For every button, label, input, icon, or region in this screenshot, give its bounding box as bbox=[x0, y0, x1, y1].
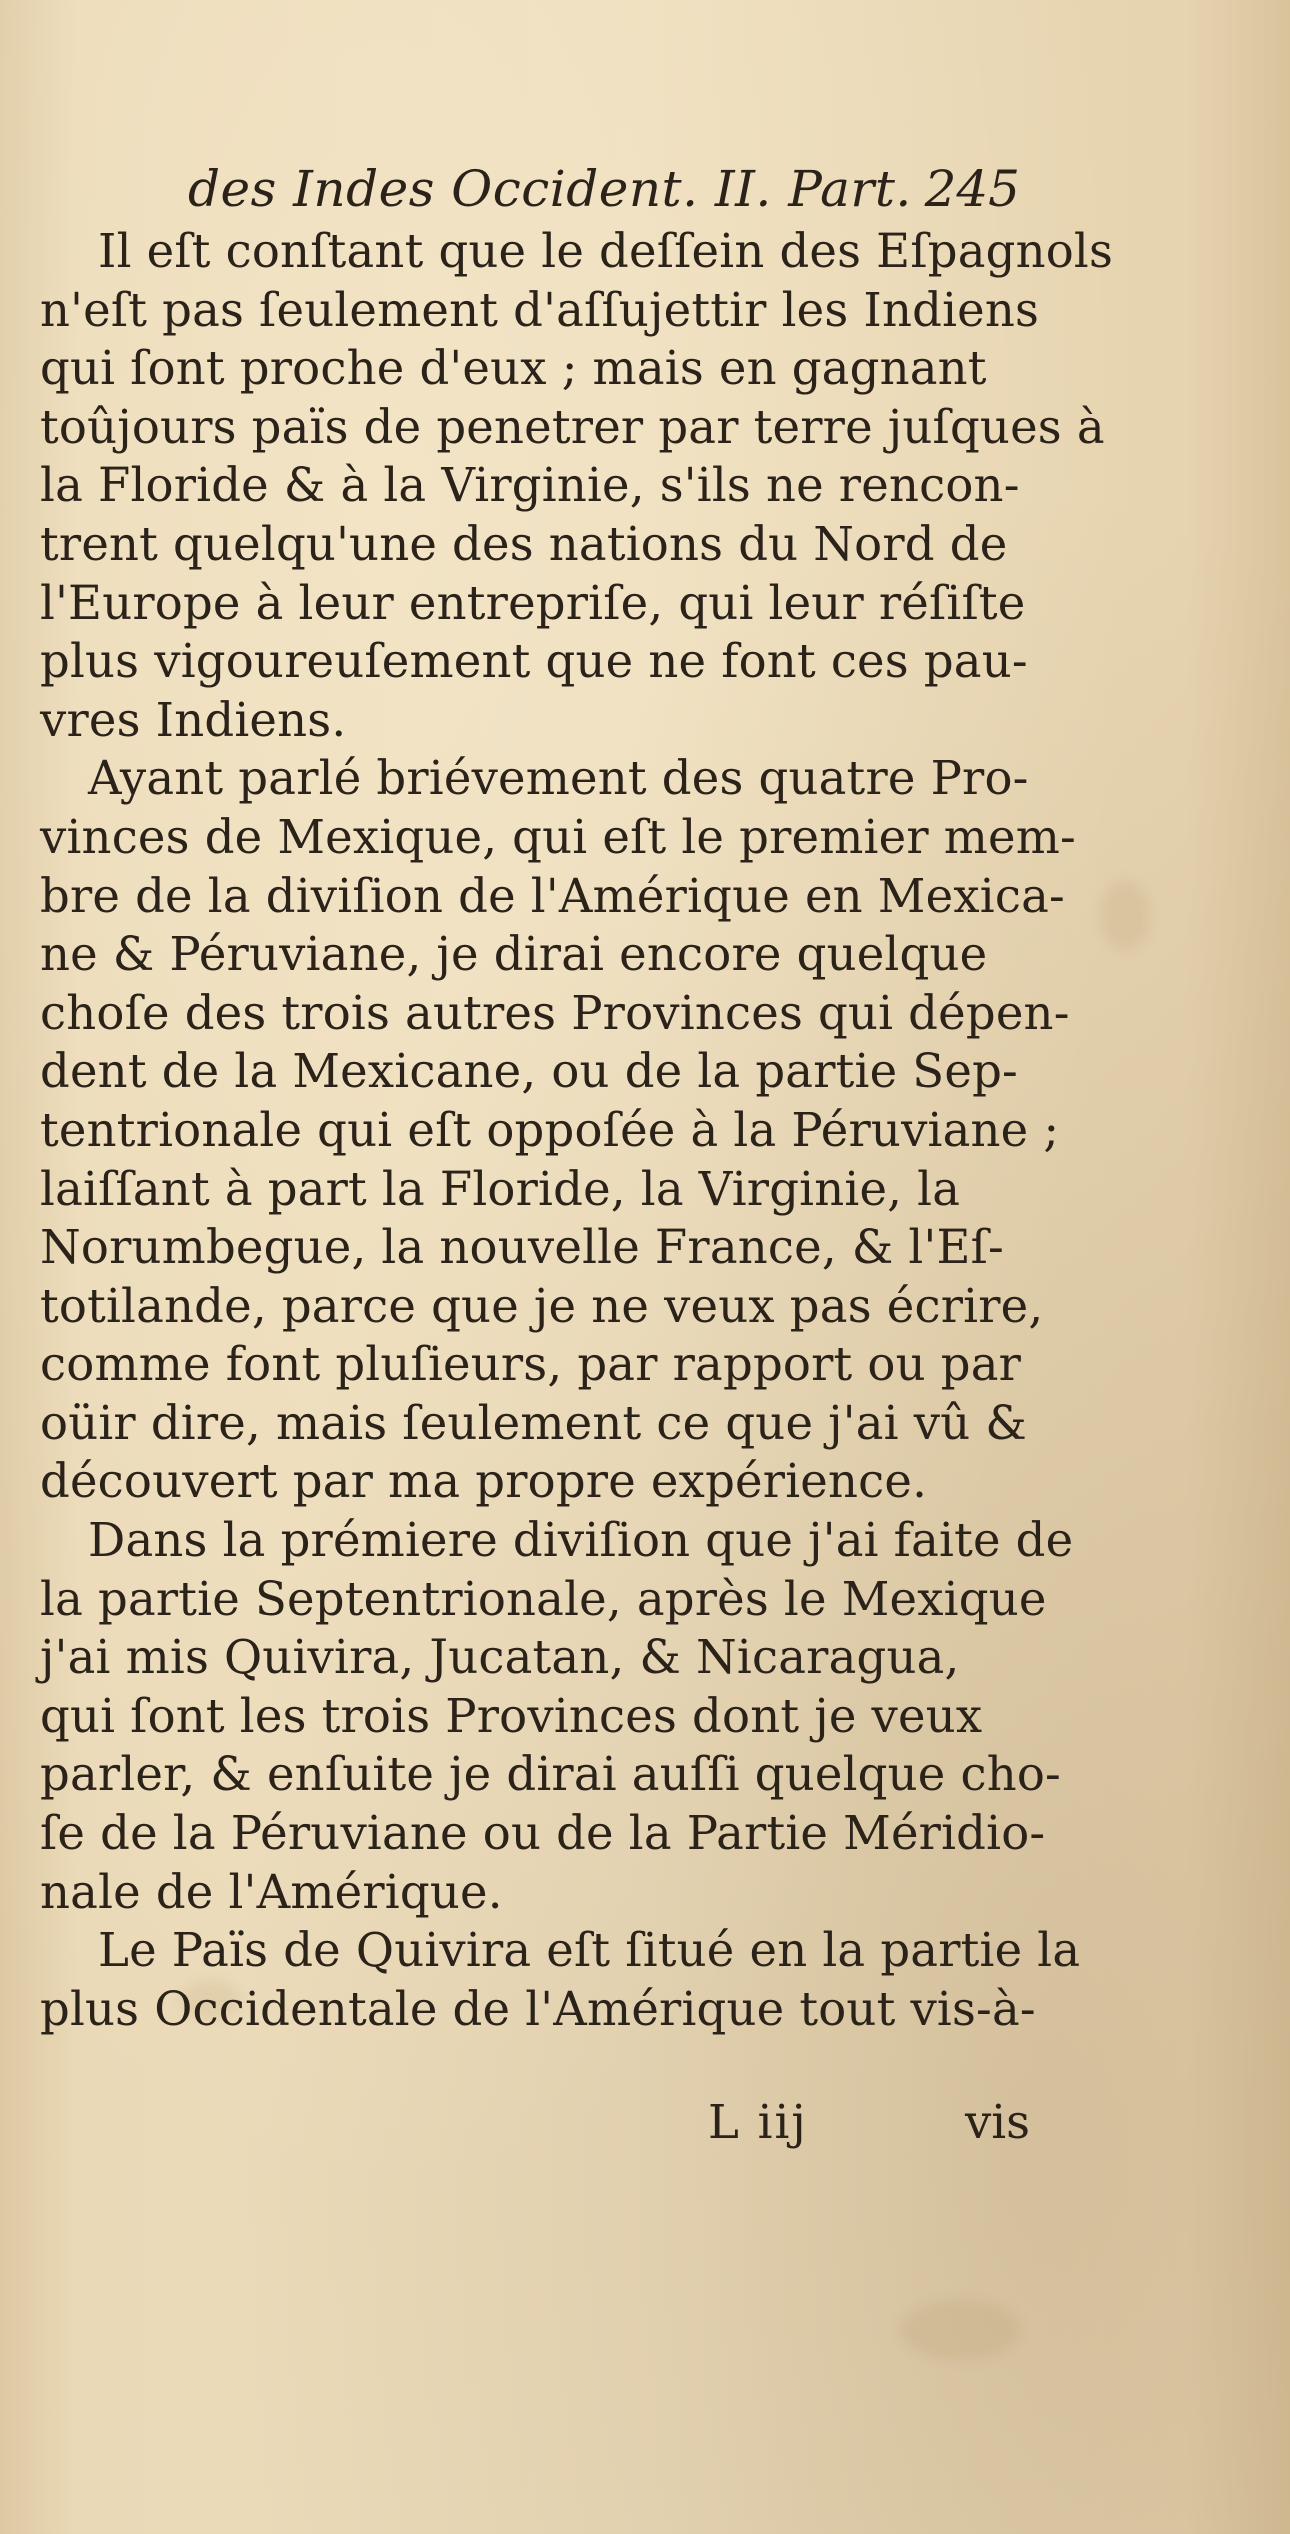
text-line: Norumbegue, la nouvelle France, & l'Eſ- bbox=[40, 1220, 1004, 1275]
text-line: ne & Péruviane, je dirai encore quelque bbox=[40, 927, 988, 982]
paper-stain bbox=[1100, 880, 1150, 950]
text-line: bre de la diviſion de l'Amérique en Mexica- bbox=[40, 868, 1065, 923]
text-line: laiſſant à part la Floride, la Virginie, la bbox=[40, 1161, 961, 1216]
text-line: dent de la Mexicane, ou de la partie Sep- bbox=[40, 1044, 1018, 1099]
text-line: la Floride & à la Virginie, s'ils ne rencon- bbox=[40, 458, 1020, 513]
page-footer bbox=[40, 2095, 1030, 2155]
text-line: qui ſont proche d'eux ; mais en gagnant bbox=[40, 341, 987, 396]
text-line: oüir dire, mais ſeulement ce que j'ai vû & bbox=[40, 1395, 1027, 1450]
text-line: qui ſont les trois Provinces dont je veux bbox=[40, 1688, 983, 1743]
page-number: 245 bbox=[924, 160, 1020, 218]
text-line: trent quelqu'une des nations du Nord de bbox=[40, 516, 1008, 571]
text-line: n'eſt pas ſeulement d'aſſujettir les Indiens bbox=[40, 282, 1040, 337]
text-line: comme font pluſieurs, par rapport ou par bbox=[40, 1337, 1022, 1392]
text-line: toûjours païs de penetrer par terre juſques à bbox=[40, 399, 1105, 454]
text-line: la partie Septentrionale, après le Mexique bbox=[40, 1571, 1047, 1626]
running-title: des Indes Occident. II. Part. bbox=[188, 160, 912, 218]
text-line: l'Europe à leur entrepriſe, qui leur réſiſte bbox=[40, 575, 1026, 630]
text-line: Dans la prémiere diviſion que j'ai faite de bbox=[88, 1513, 1074, 1568]
text-line: parler, & enſuite je dirai auſſi quelque cho- bbox=[40, 1747, 1061, 1802]
body-text bbox=[40, 222, 1114, 2038]
text-line: ſe de la Péruviane ou de la Partie Méridio- bbox=[40, 1806, 1046, 1861]
text-line: Le Païs de Quivira eſt ſitué en la partie la bbox=[98, 1923, 1081, 1978]
text-line: découvert par ma propre expérience. bbox=[40, 1454, 928, 1509]
text-line: choſe des trois autres Provinces qui dépen- bbox=[40, 985, 1070, 1040]
text-line: tentrionale qui eſt oppoſée à la Péruviane ; bbox=[40, 1102, 1060, 1157]
catchword: vis bbox=[964, 2095, 1030, 2149]
signature-mark: L iij bbox=[708, 2095, 808, 2149]
text-line: vres Indiens. bbox=[40, 692, 347, 747]
text-line: vinces de Mexique, qui eſt le premier mem- bbox=[40, 809, 1076, 864]
text-line: Il eſt conſtant que le deſſein des Eſpagnols bbox=[98, 224, 1114, 278]
text-line: j'ai mis Quivira, Jucatan, & Nicaragua, bbox=[40, 1630, 960, 1685]
page-header bbox=[188, 160, 1020, 230]
text-line: nale de l'Amérique. bbox=[40, 1864, 503, 1919]
text-line: totilande, parce que je ne veux pas écrire, bbox=[40, 1278, 1044, 1333]
paper-stain bbox=[900, 2300, 1020, 2360]
text-line: plus Occidentale de l'Amérique tout vis-à- bbox=[40, 1981, 1036, 2036]
text-line: plus vigoureuſement que ne font ces pau- bbox=[40, 634, 1028, 689]
text-line: Ayant parlé briévement des quatre Pro- bbox=[88, 751, 1029, 806]
